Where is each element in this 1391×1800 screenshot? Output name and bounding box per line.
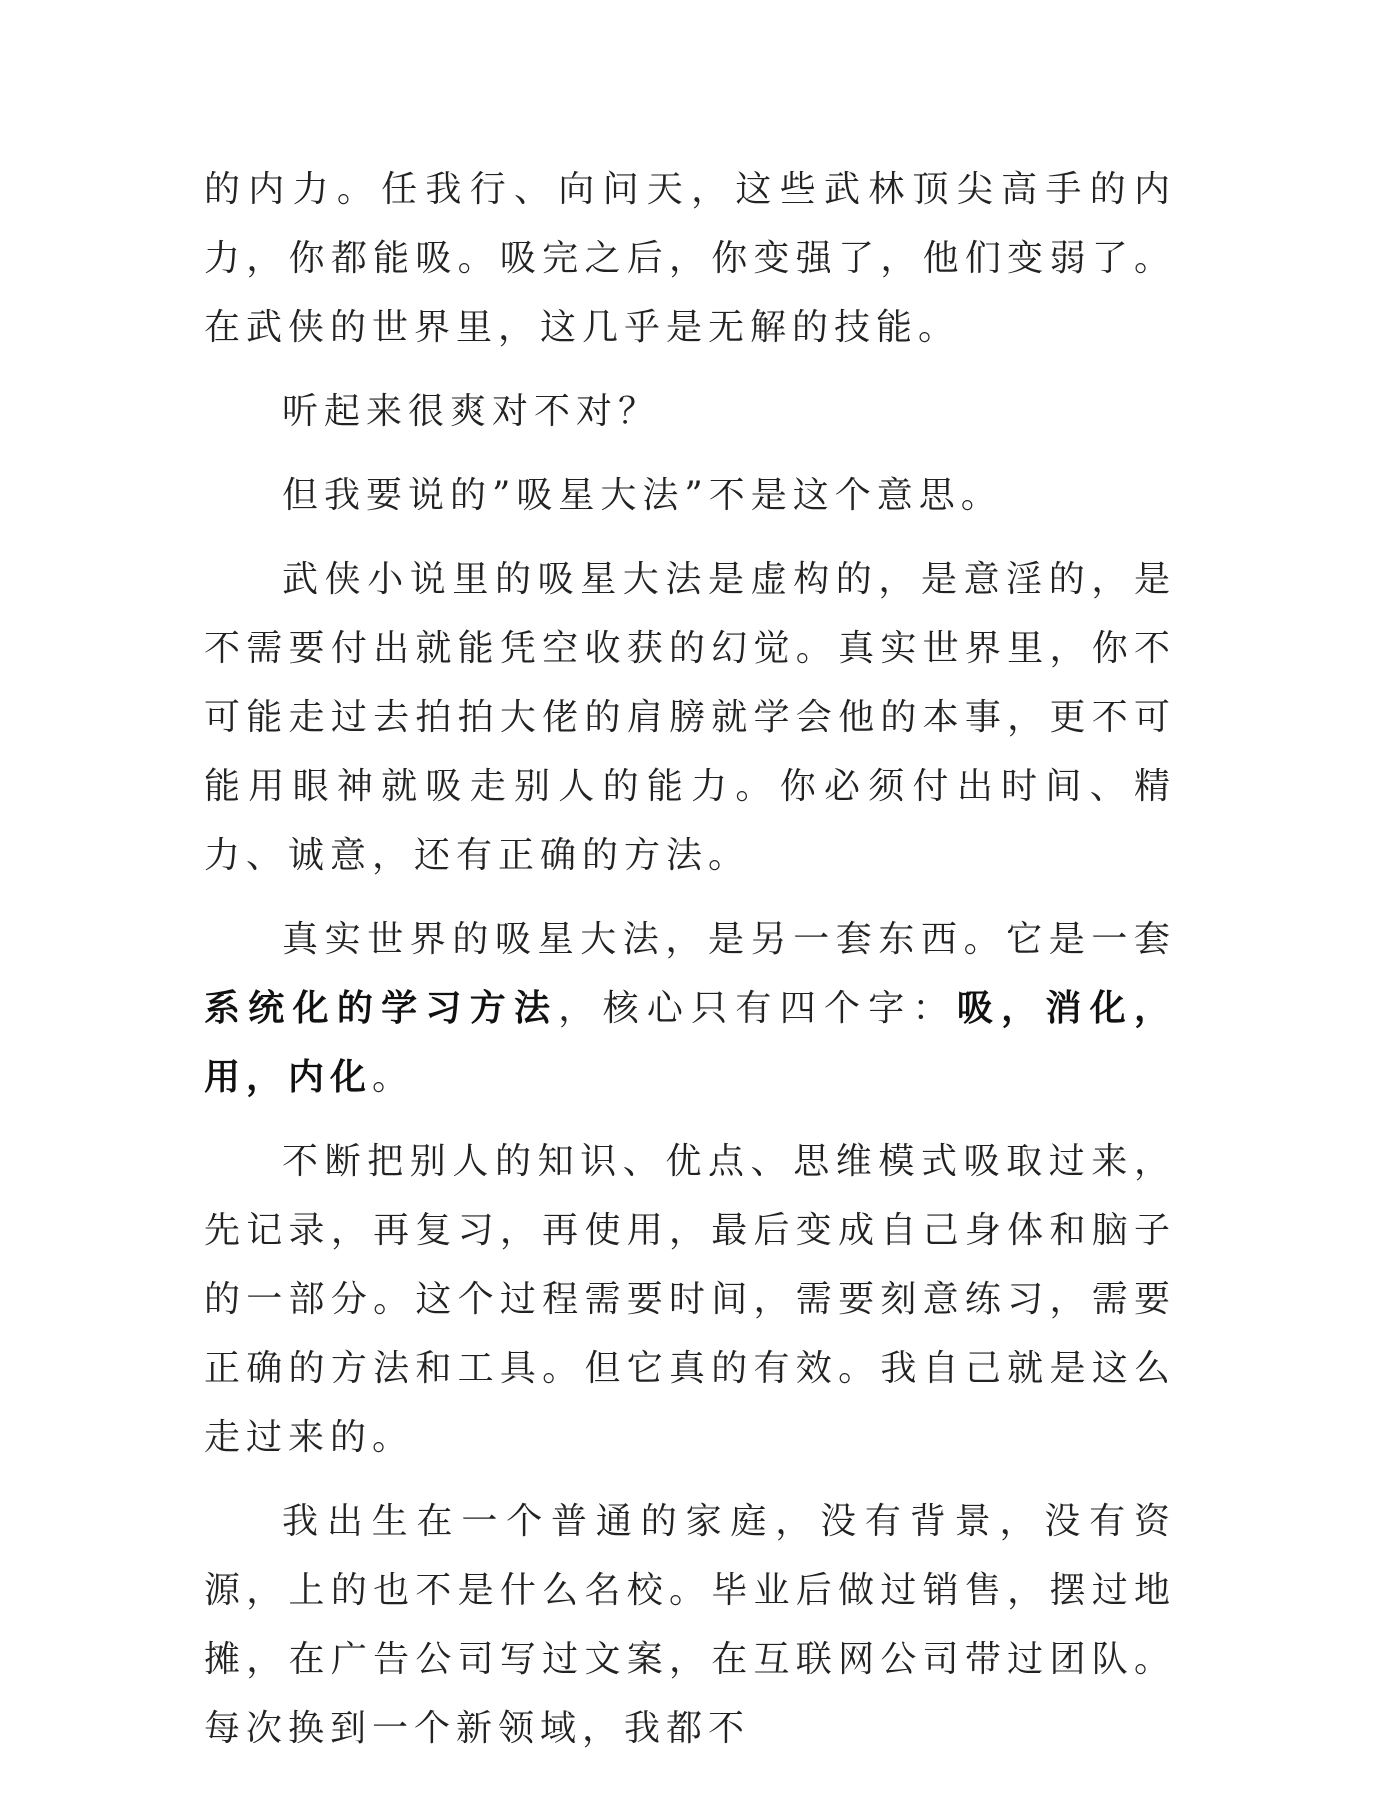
paragraph <box>204 1487 1176 1763</box>
text-run: 。 <box>372 1057 415 1098</box>
bold-text-run: 系统化的学习方法 <box>204 987 559 1029</box>
body-text <box>204 155 1176 1778</box>
text-run: 我出生在一个普通的家庭，没有背景，没有资源，上的也不是什么名校。毕业后做过销售，摆过地摊，在广告公司写过文案，在互联网公司带过团队。每次换到一个新领域，我都不 <box>204 1501 1176 1749</box>
paragraph <box>204 377 1176 446</box>
text-run: 武侠小说里的吸星大法是虚构的，是意淫的，是不需要付出就能凭空收获的幻觉。真实世界里，你不可能走过去拍拍大佬的肩膀就学会他的本事，更不可能用眼神就吸走别人的能力。你必须付出时间、精力、诚意，还有正确的方法。 <box>204 559 1176 876</box>
text-run: 听起来很爽对不对？ <box>282 391 661 432</box>
text-run: 的内力。任我行、向问天，这些武林顶尖高手的内力，你都能吸。吸完之后，你变强了，他们变弱了。在武侠的世界里，这几乎是无解的技能。 <box>204 169 1176 348</box>
text-run: 真实世界的吸星大法，是另一套东西。它是一套 <box>282 919 1176 960</box>
paragraph <box>204 545 1176 890</box>
paragraph <box>204 905 1176 1112</box>
paragraph <box>204 1127 1176 1472</box>
paragraph <box>204 155 1176 362</box>
text-run: 不断把别人的知识、优点、思维模式吸取过来，先记录，再复习，再使用，最后变成自己身体和脑子的一部分。这个过程需要时间，需要刻意练习，需要正确的方法和工具。但它真的有效。我自己就是这么走过来的。 <box>204 1141 1176 1458</box>
paragraph <box>204 461 1176 530</box>
text-run: 但我要说的”吸星大法”不是这个意思。 <box>282 475 1003 516</box>
bold-text-run: 吸，消化，用，内化 <box>204 987 1176 1098</box>
text-run: ，核心只有四个字： <box>558 988 957 1029</box>
